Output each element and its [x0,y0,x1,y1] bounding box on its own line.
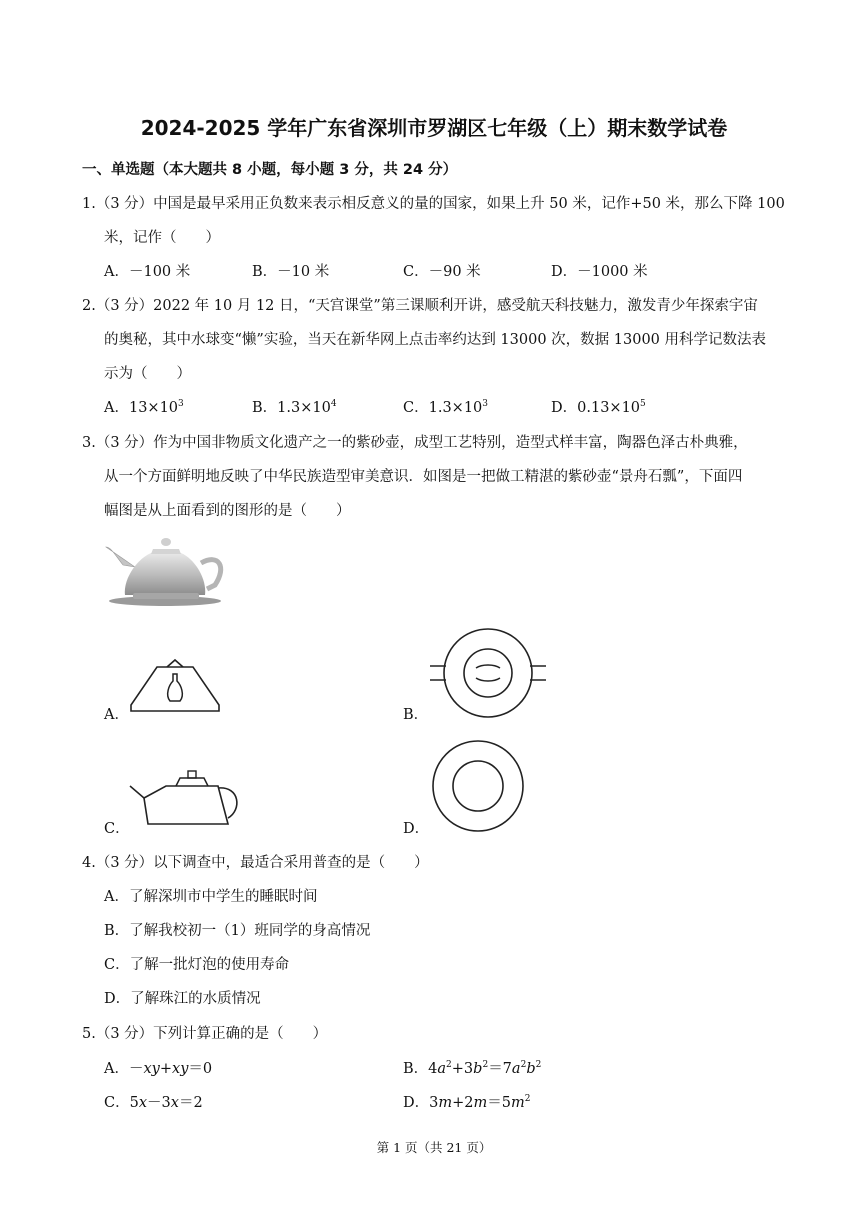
q4-stem: 4.（3 分）以下调查中，最适合采用普查的是（ ） [82,855,429,871]
q1-option-b: B．－10 米 [252,264,330,280]
q5-stem: 5.（3 分）下列计算正确的是（ ） [82,1026,328,1042]
q2-option-b: B．$1.3\times 10^4$ [252,399,337,416]
q3-stem-line2: 从一个方面鲜明地反映了中华民族造型审美意识．如图是一把做工精湛的紫砂壶“景舟石瓢”，下面四 [104,469,743,485]
q2-option-d: D．$0.13\times 10^5$ [551,399,646,416]
q5-option-a: A．－xy+xy＝0 [104,1061,213,1077]
q3-option-c-label: C． [104,821,130,837]
q3-option-a-figure [127,655,223,715]
q5-option-b: B．$4a^2+3b^2=7a^2b^2$ [403,1060,542,1077]
q4-option-c: C．了解一批灯泡的使用寿命 [104,957,290,973]
q3-stem-line3: 幅图是从上面看到的图形的是（ ） [104,503,351,519]
q1-option-c: C．－90 米 [403,264,481,280]
q1-option-a: A．－100 米 [104,264,191,280]
q2-option-c: C．$1.3\times 10^3$ [403,399,489,416]
q3-option-d-figure [430,738,526,834]
q2-stem-line1: 2.（3 分）2022 年 10 月 12 日，“天宫课堂”第三课顺利开讲，感受航天科技魅力，激发青少年探索宇宙 [82,298,758,314]
q2-option-a: A．$13\times 10^3$ [104,399,184,416]
q4-option-a: A．了解深圳市中学生的睡眠时间 [104,889,318,905]
q3-option-d-label: D． [403,821,430,837]
q1-stem-line2: 米，记作（ ） [104,230,220,246]
q3-option-b-label: B． [403,707,429,723]
q4-option-b: B．了解我校初一（1）班同学的身高情况 [104,923,371,939]
teapot-photo [103,533,228,607]
q1-stem-line1: 1.（3 分）中国是最早采用正负数来表示相反意义的量的国家，如果上升 50 米，记作+50 米，那么下降 100 [82,196,785,212]
q2-stem-line3: 示为（ ） [104,366,191,382]
q3-stem-line1: 3.（3 分）作为中国非物质文化遗产之一的紫砂壶，成型工艺特别，造型式样丰富，陶器色泽古朴典雅， [82,435,748,451]
q3-option-a-label: A． [104,707,129,723]
page-footer: 第 1 页（共 21 页） [376,1140,492,1155]
q5-option-d: D．$3m+2m=5m^2$ [403,1094,531,1111]
q3-option-c-figure [128,766,244,826]
q1-option-d: D．－1000 米 [551,264,648,280]
q2-stem-line2: 的奥秘，其中水球变“懒”实验，当天在新华网上点击率约达到 13000 次，数据 13000 用科学记数法表 [104,332,767,348]
section-heading: 一、单选题（本大题共 8 小题，每小题 3 分，共 24 分） [82,162,458,178]
exam-title: 2024-2025 学年广东省深圳市罗湖区七年级（上）期末数学试卷 [140,116,728,140]
q4-option-d: D．了解珠江的水质情况 [104,991,261,1007]
q5-option-c: C．5x－3x＝2 [104,1095,203,1111]
q3-option-b-figure [428,626,548,720]
